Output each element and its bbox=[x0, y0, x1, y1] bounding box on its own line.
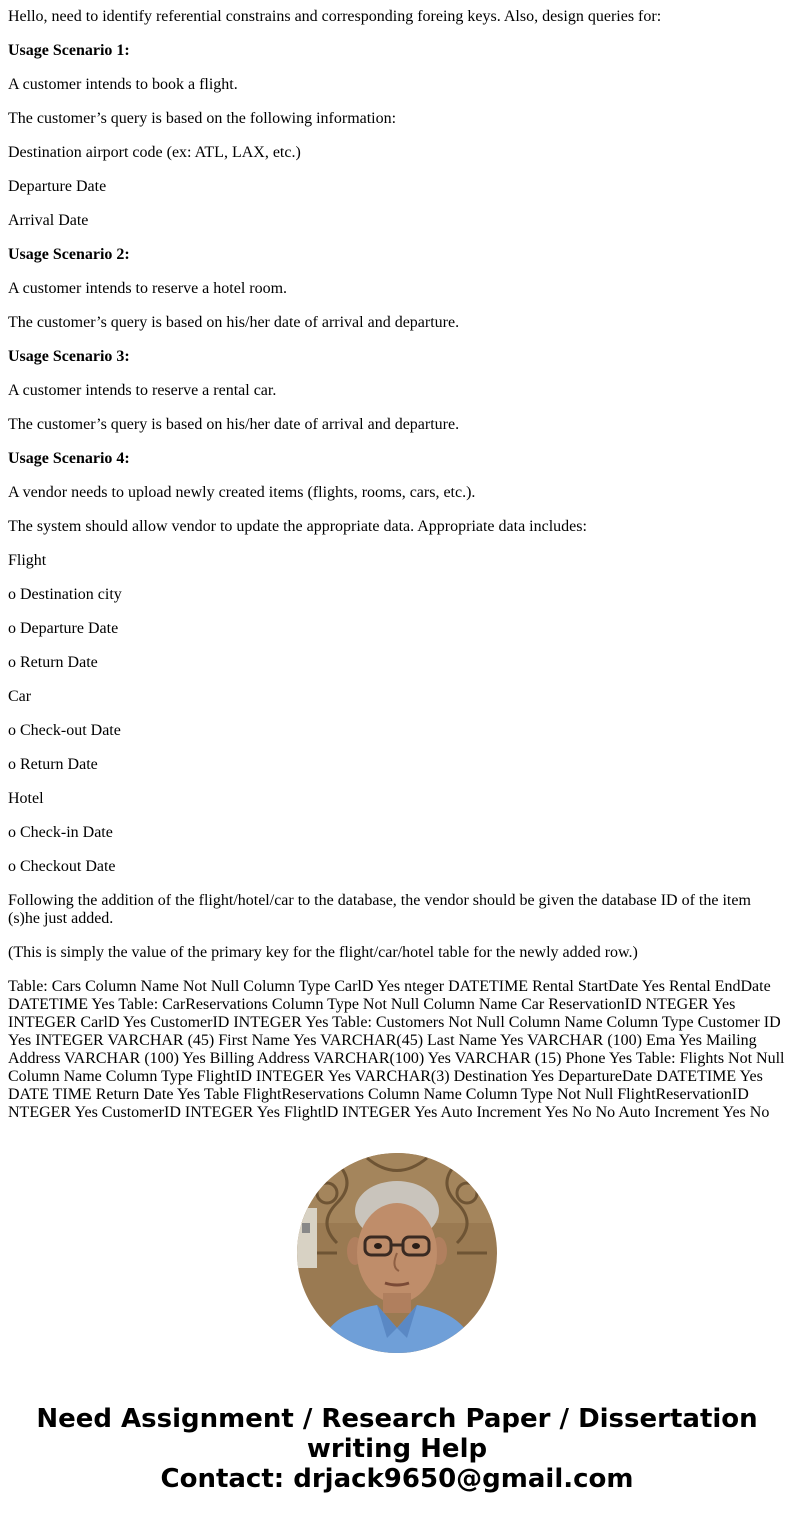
paragraph: Destination airport code (ex: ATL, LAX, etc.) bbox=[8, 144, 301, 161]
paragraph: Table: Cars Column Name Not Null Column Type CarlD Yes nteger DATETIME Rental StartDate Yes Rental EndDate DATETIME Yes Table: CarReservations Column Type Not Null Column Name Car ReservationID NTEGER Yes INTEGER CarlD Yes CustomerID INTEGER Yes Table: Customers Not Null Column Name Column Type Customer ID Yes INTEGER VARCHAR (45) First Name Yes VARCHAR(45) Last Name Yes VARCHAR (100) Ema Yes Mailing Address VARCHAR (100) Yes Billing Address VARCHAR(100) Yes VARCHAR (15) Phone Yes Table: Flights Not Null Column Name Column Type FlightID INTEGER Yes VARCHAR(3) Destination Yes DepartureDate DATETIME Yes DATE TIME Return Date Yes Table FlightReservations Column Name Column Type Not Null FlightReservationID NTEGER Yes CustomerID INTEGER Yes FlightlD INTEGER Yes Auto Increment Yes No No Auto Increment Yes No bbox=[8, 978, 785, 1121]
document-body bbox=[8, 8, 786, 1138]
paragraph: The customer’s query is based on the following information: bbox=[8, 110, 397, 127]
author-photo bbox=[297, 1153, 497, 1353]
paragraph-list bbox=[8, 42, 786, 1122]
section-heading: Usage Scenario 3: bbox=[8, 348, 130, 365]
paragraph: A vendor needs to upload newly created items (flights, rooms, cars, etc.). bbox=[8, 484, 476, 501]
paragraph: Hotel bbox=[8, 790, 44, 807]
paragraph: o Return Date bbox=[8, 654, 98, 671]
paragraph: o Check-out Date bbox=[8, 722, 121, 739]
paragraph: o Departure Date bbox=[8, 620, 119, 637]
paragraph: (This is simply the value of the primary key for the flight/car/hotel table for the newly added row.) bbox=[8, 944, 638, 961]
section-heading: Usage Scenario 4: bbox=[8, 450, 130, 467]
paragraph: o Return Date bbox=[8, 756, 98, 773]
paragraph: Car bbox=[8, 688, 32, 705]
author-avatar bbox=[297, 1153, 497, 1353]
paragraph: Following the addition of the flight/hotel/car to the database, the vendor should be given the database ID of the item (s)he just added. bbox=[8, 892, 751, 927]
paragraph: o Check-in Date bbox=[8, 824, 113, 841]
section-heading: Usage Scenario 1: bbox=[8, 42, 130, 59]
paragraph: The customer’s query is based on his/her date of arrival and departure. bbox=[8, 416, 460, 433]
paragraph: A customer intends to reserve a rental car. bbox=[8, 382, 277, 399]
section-heading: Usage Scenario 2: bbox=[8, 246, 130, 263]
paragraph: o Checkout Date bbox=[8, 858, 116, 875]
paragraph: A customer intends to reserve a hotel room. bbox=[8, 280, 288, 297]
paragraph: A customer intends to book a flight. bbox=[8, 76, 238, 93]
paragraph: o Destination city bbox=[8, 586, 122, 603]
promo-line-contact: Contact: drjack9650@gmail.com bbox=[160, 1464, 634, 1494]
promo-line-help: Need Assignment / Research Paper / Dissertation writing Help bbox=[36, 1404, 758, 1464]
paragraph: Departure Date bbox=[8, 178, 107, 195]
paragraph: The system should allow vendor to update the appropriate data. Appropriate data includes: bbox=[8, 518, 587, 535]
paragraph: Arrival Date bbox=[8, 212, 89, 229]
paragraph: The customer’s query is based on his/her date of arrival and departure. bbox=[8, 314, 460, 331]
promo-banner bbox=[0, 1404, 794, 1494]
intro-text: Hello, need to identify referential constrains and corresponding foreing keys. Also, design queries for: bbox=[8, 8, 662, 25]
paragraph: Flight bbox=[8, 552, 47, 569]
